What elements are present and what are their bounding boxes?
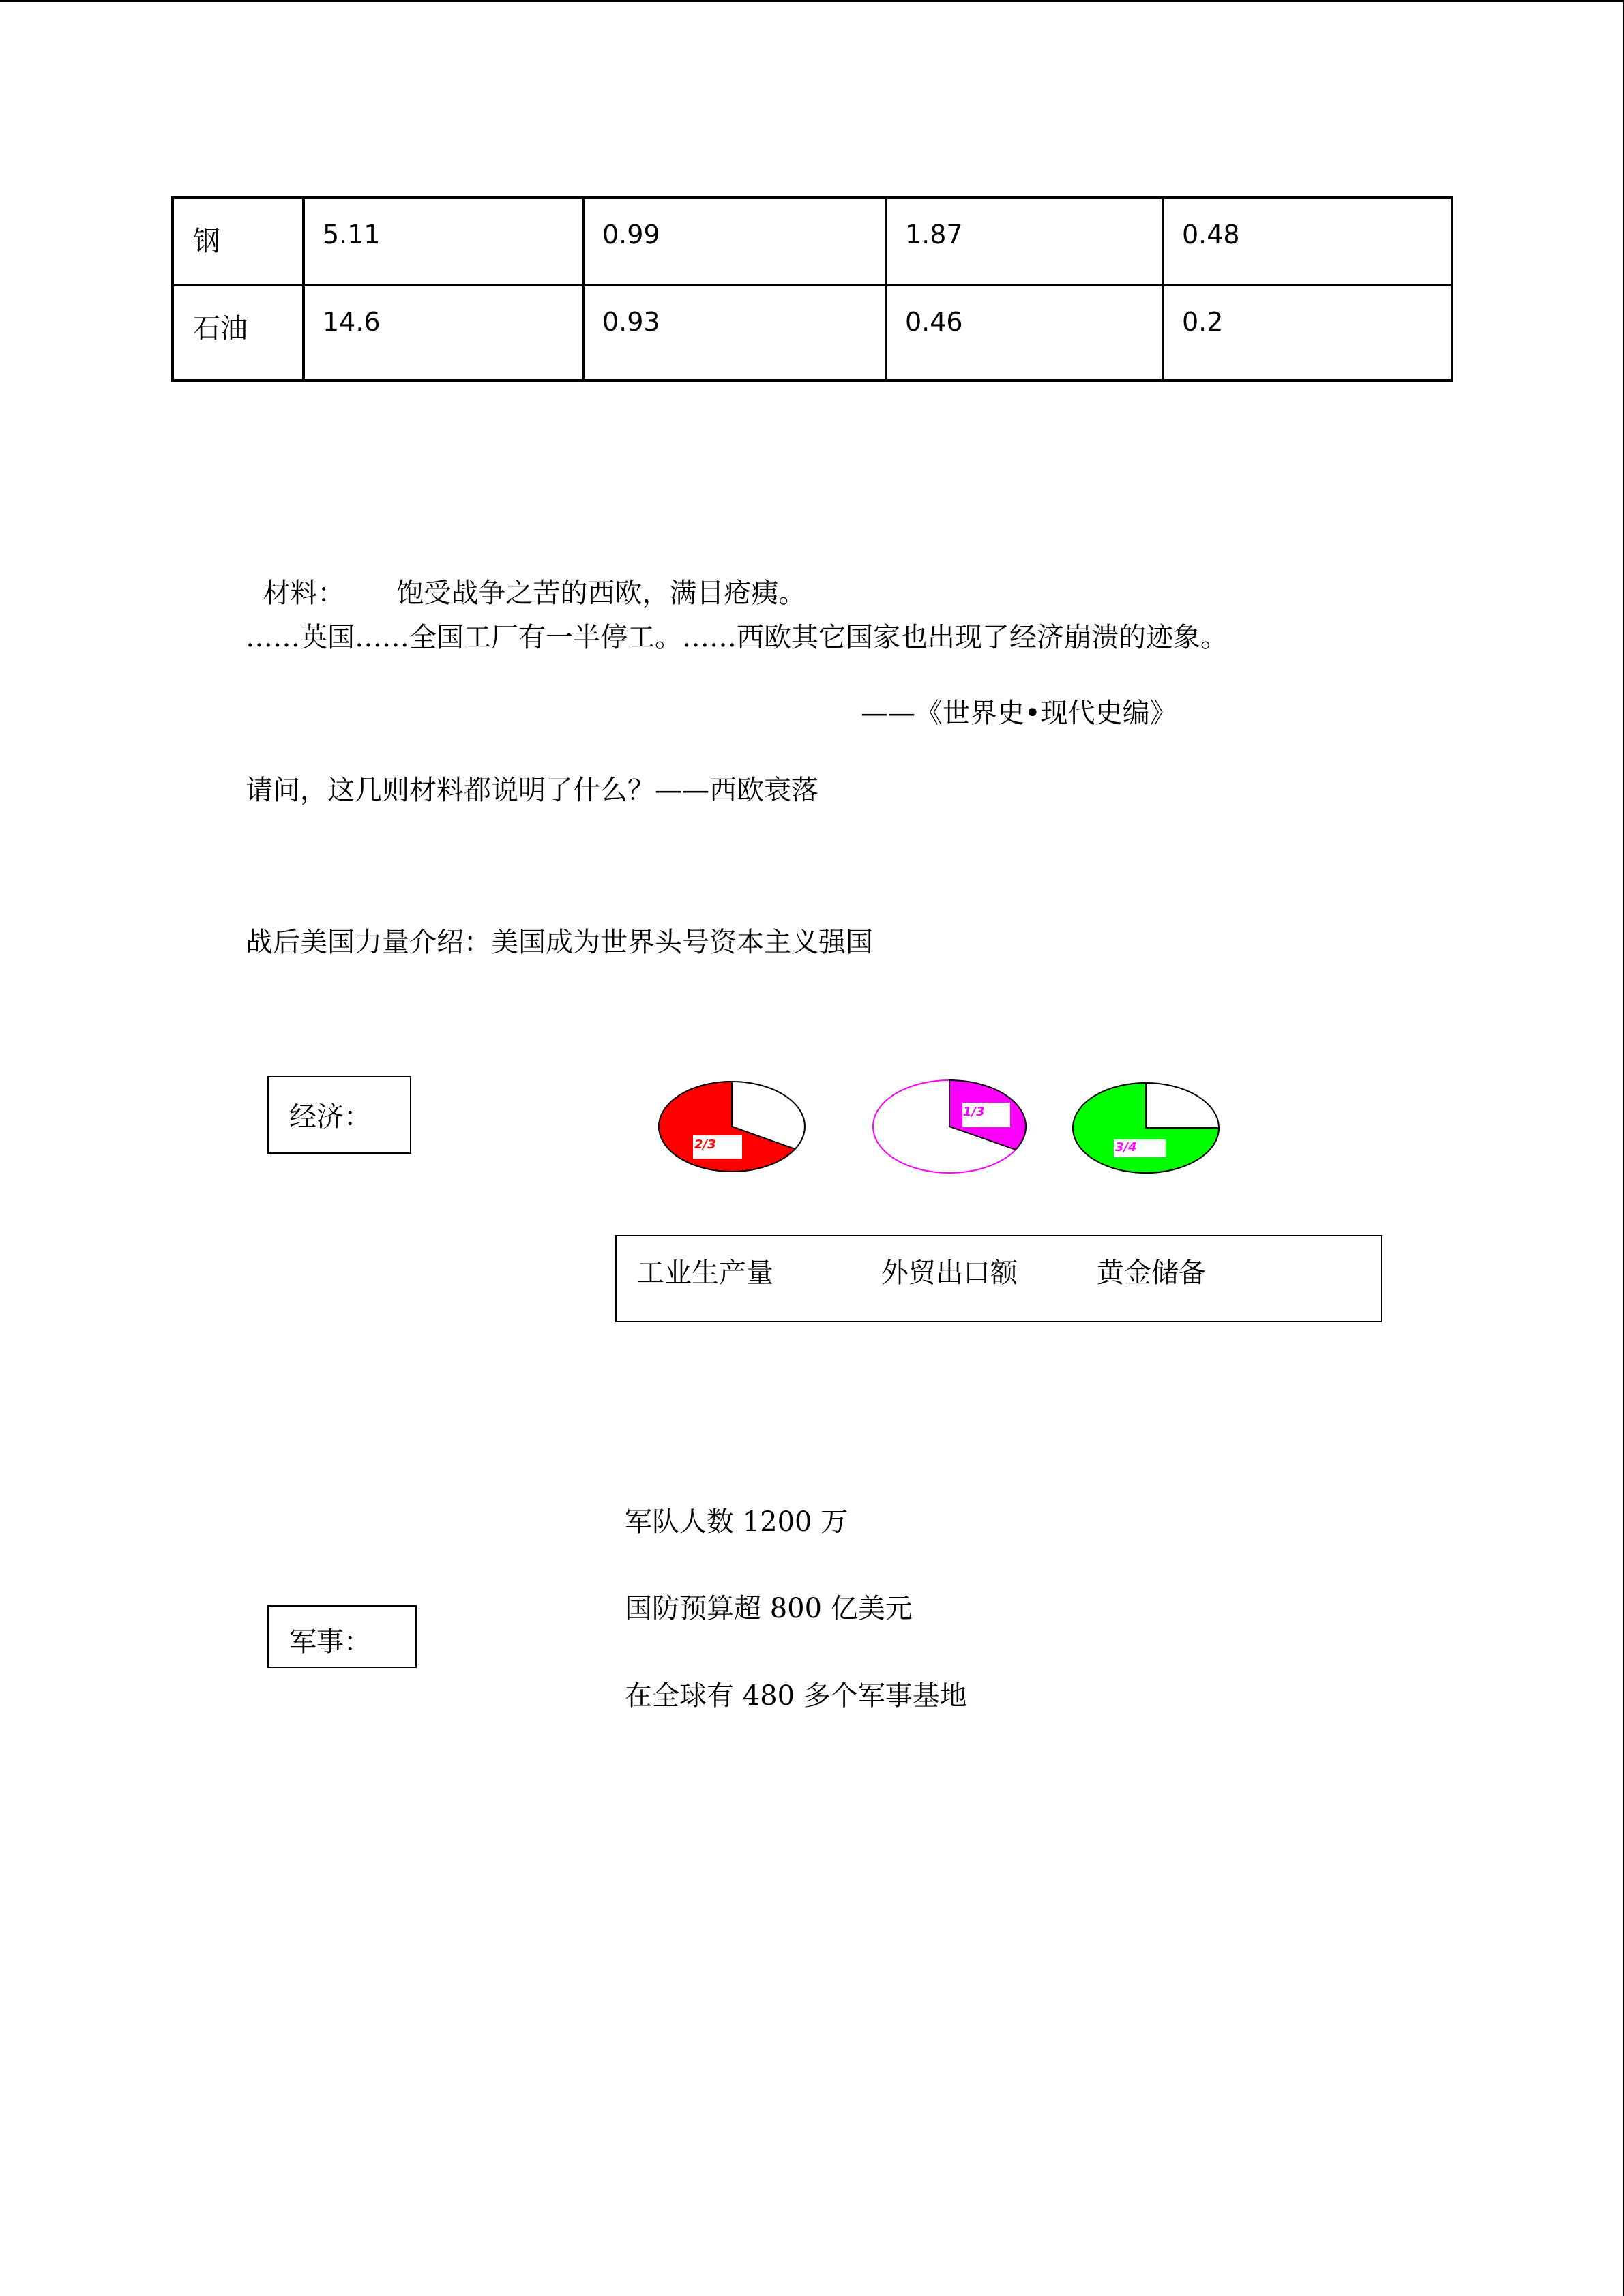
table-cell: 0.48 [1163,198,1452,285]
material-source: ——《世界史•现代史编》 [861,698,1177,729]
material-label: 材料： [263,578,345,609]
legend-gold: 黄金储备 [1097,1257,1206,1289]
pie-gold [1073,1083,1219,1173]
us-power-intro: 战后美国力量介绍：美国成为世界头号资本主义强国 [246,927,873,958]
table-cell: 14.6 [304,285,583,381]
legend-industrial: 工业生产量 [637,1257,773,1289]
military-label-box [267,1605,417,1668]
pie-label-gold: 3/4 [1115,1140,1137,1154]
table-cell: 0.46 [886,285,1163,381]
table-cell-category: 钢 [173,198,304,285]
table-cell: 5.11 [304,198,583,285]
table-cell-category: 石油 [173,285,304,381]
legend-export: 外贸出口额 [881,1257,1018,1289]
table-cell: 1.87 [886,198,1163,285]
table-cell: 0.93 [583,285,886,381]
military-item: 国防预算超 800 亿美元 [625,1593,913,1624]
pie-legend-box [615,1235,1382,1322]
material-line-2: ……英国……全国工厂有一半停工。……西欧其它国家也出现了经济崩溃的迹象。 [246,622,1228,653]
pie-label-export: 1/3 [963,1105,985,1119]
table-cell: 0.2 [1163,285,1452,381]
material-question: 请问，这几则材料都说明了什么？——西欧衰落 [246,775,818,806]
military-item: 军队人数 1200 万 [625,1506,848,1538]
pie-export [873,1080,1026,1173]
table-cell: 0.99 [583,198,886,285]
material-text: 饱受战争之苦的西欧，满目疮痍。 [396,578,806,609]
economy-label: 经济： [289,1101,371,1133]
pie-label-industrial: 2/3 [694,1137,716,1152]
military-label: 军事： [289,1626,371,1658]
pie-industrial [659,1082,805,1172]
military-item: 在全球有 480 多个军事基地 [625,1680,967,1712]
